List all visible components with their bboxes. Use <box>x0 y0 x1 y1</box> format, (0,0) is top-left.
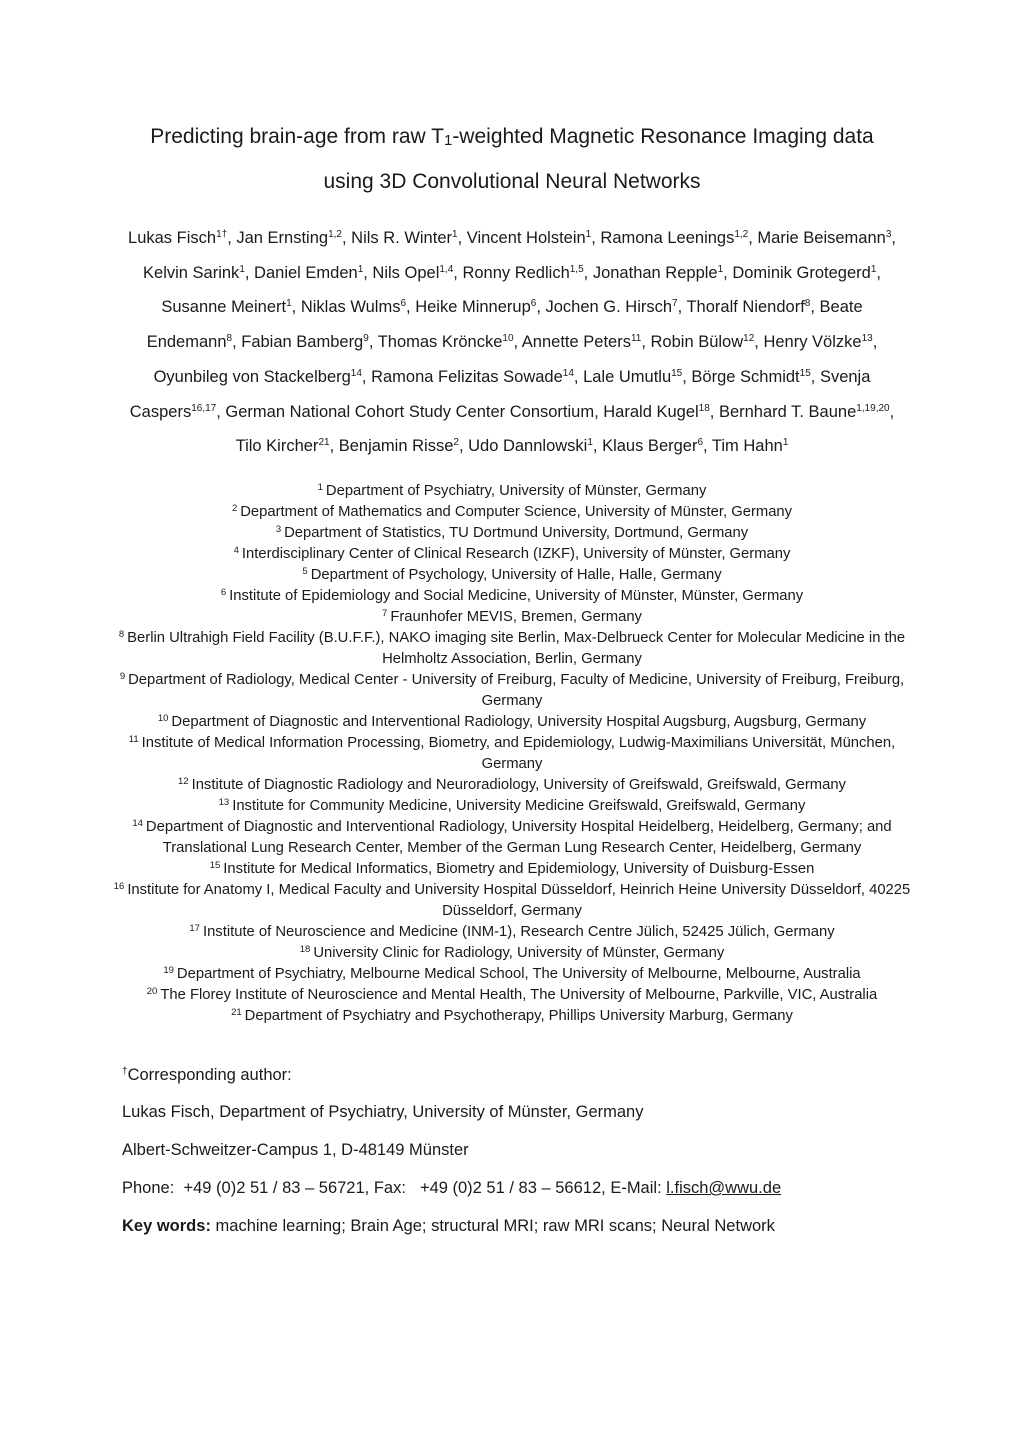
corresponding-heading-text: Corresponding author: <box>127 1066 292 1084</box>
affiliation-text: Fraunhofer MEVIS, Bremen, Germany <box>390 609 642 625</box>
affiliation-item <box>110 985 914 1006</box>
author-affiliation-marker: 14 <box>350 367 362 379</box>
affiliation-text: Department of Diagnostic and Interventional Radiology, University Hospital Augsburg, Augsburg, Germany <box>171 714 867 730</box>
affiliation-number: 15 <box>209 860 221 871</box>
affiliation-item <box>110 670 914 712</box>
author-affiliation-marker: 7 <box>672 298 678 310</box>
author-name: Kelvin Sarink <box>143 263 240 282</box>
author-name: Fabian Bamberg <box>241 333 364 352</box>
author-name: Annette Peters <box>521 333 631 352</box>
author-name: Tilo Kircher <box>235 437 319 456</box>
author-name: German National Cohort Study Center Consortium <box>225 402 595 421</box>
author-affiliation-marker: 1 <box>239 263 245 275</box>
author-affiliation-marker: 1 <box>782 437 789 449</box>
author-affiliation-marker: 8 <box>226 333 233 345</box>
author-affiliation-marker: 1 <box>452 229 458 240</box>
affiliation-text: Department of Statistics, TU Dortmund University, Dortmund, Germany <box>284 525 749 541</box>
affiliation-number: 3 <box>275 524 282 535</box>
author-name: Nils R. Winter <box>351 229 452 247</box>
author-affiliation-marker: 1,2 <box>328 229 342 240</box>
affiliation-item <box>110 964 914 985</box>
author-affiliation-marker: 1† <box>216 229 228 240</box>
affiliation-text: Department of Diagnostic and Interventional Radiology, University Hospital Heidelberg, Heidelberg, Germany; and Translational Lung Research Center, Member of the German Lung Research Center, Heidelberg, Germany <box>145 819 892 856</box>
affiliation-item <box>110 712 914 733</box>
corresponding-author-address: Albert-Schweitzer-Campus 1, D-48149 Münster <box>122 1141 469 1159</box>
affiliation-number: 4 <box>233 545 239 556</box>
keywords-text: machine learning; Brain Age; structural MRI; raw MRI scans; Neural Network <box>215 1217 775 1235</box>
affiliation-item <box>110 544 914 565</box>
author-name: Marie Beisemann <box>757 229 886 247</box>
affiliation-item <box>110 565 914 586</box>
affiliation-text: Berlin Ultrahigh Field Facility (B.U.F.F.), NAKO imaging site Berlin, Max-Delbrueck Center for Molecular Medicine in the Helmholtz Association, Berlin, Germany <box>127 630 906 667</box>
author-name: Tim Hahn <box>711 437 783 456</box>
affiliation-item <box>110 880 914 922</box>
email-label: E-Mail: <box>610 1179 662 1197</box>
affiliation-text: Institute of Neuroscience and Medicine (INM-1), Research Centre Jülich, 52425 Jülich, Germany <box>202 924 835 940</box>
author-name: Benjamin Risse <box>338 437 454 456</box>
author-affiliation-marker: 13 <box>861 333 873 345</box>
affiliation-text: Institute of Epidemiology and Social Medicine, University of Münster, Münster, Germany <box>229 588 804 604</box>
affiliation-item <box>110 628 914 670</box>
affiliation-list <box>110 481 914 1027</box>
author-name: Dominik Grotegerd <box>732 263 871 282</box>
affiliation-number: 18 <box>299 944 311 955</box>
phone-label: Phone: <box>122 1179 175 1197</box>
paper-title-line-1 <box>80 123 944 155</box>
corresponding-author-heading <box>122 1064 902 1086</box>
affiliation-item <box>110 733 914 775</box>
author-affiliation-marker: 1 <box>286 298 292 310</box>
author-affiliation-marker: 1 <box>870 263 877 275</box>
author-affiliation-marker: 8 <box>804 298 811 310</box>
author-name: Bernhard T. Baune <box>718 402 857 421</box>
affiliation-item <box>110 481 914 502</box>
affiliation-text: Institute for Medical Informatics, Biometry and Epidemiology, University of Duisburg-Essen <box>223 861 815 877</box>
affiliation-item <box>110 922 914 943</box>
author-affiliation-marker: 1,5 <box>569 263 584 275</box>
affiliation-text: Interdisciplinary Center of Clinical Research (IZKF), University of Münster, Germany <box>241 546 791 562</box>
author-name: Udo Dannlowski <box>468 437 588 456</box>
author-affiliation-marker: 10 <box>502 333 514 345</box>
author-name: Robin Bülow <box>650 333 744 352</box>
author-affiliation-marker: 12 <box>743 333 755 345</box>
author-affiliation-marker: 6 <box>530 298 537 310</box>
affiliation-number: 2 <box>231 503 238 514</box>
affiliation-item <box>110 586 914 607</box>
paper-title-line-2: using 3D Convolutional Neural Networks <box>323 170 701 193</box>
author-name: Svenja Caspers <box>129 367 871 421</box>
affiliation-number: 21 <box>231 1007 242 1018</box>
affiliation-number: 17 <box>189 923 200 934</box>
affiliation-number: 1 <box>317 482 323 493</box>
author-name: Heike Minnerup <box>415 298 531 317</box>
affiliation-text: Department of Psychiatry, University of Münster, Germany <box>325 483 707 499</box>
author-name: Beate Endemann <box>146 298 863 352</box>
author-affiliation-marker: 1,4 <box>439 263 454 275</box>
author-name: Jan Ernsting <box>236 229 329 247</box>
title-text-pre: Predicting brain-age from raw T <box>150 125 444 148</box>
author-name: Daniel Emden <box>254 263 358 282</box>
author-affiliation-marker: 2 <box>453 437 459 449</box>
author-name: Ramona Felizitas Sowade <box>371 367 563 386</box>
keywords-label: Key words: <box>122 1217 211 1235</box>
affiliation-text: Institute of Diagnostic Radiology and Neuroradiology, University of Greifswald, Greifswald, Germany <box>191 777 846 793</box>
author-affiliation-marker: 1 <box>587 437 593 449</box>
affiliation-text: University Clinic for Radiology, University of Münster, Germany <box>313 945 725 961</box>
affiliation-text: Department of Radiology, Medical Center - University of Freiburg, Faculty of Medicine, University of Freiburg, Freiburg, Germany <box>128 672 905 709</box>
author-name: Thomas Kröncke <box>377 333 503 352</box>
affiliation-number: 19 <box>163 965 174 976</box>
author-name: Niklas Wulms <box>300 298 401 317</box>
author-name: Lukas Fisch <box>128 229 217 247</box>
affiliation-item <box>110 1006 914 1027</box>
phone-number: +49 (0)2 51 / 83 – 56721, <box>183 1179 370 1197</box>
fax-number: +49 (0)2 51 / 83 – 56612, <box>419 1179 606 1197</box>
author-affiliation-marker: 3 <box>885 229 892 240</box>
affiliation-number: 7 <box>382 608 388 619</box>
affiliation-number: 5 <box>302 566 308 577</box>
author-name: Lale Umutlu <box>583 367 672 386</box>
author-name: Henry Völzke <box>763 333 862 352</box>
author-affiliation-marker: 9 <box>363 333 369 345</box>
author-name: Harald Kugel <box>603 402 699 421</box>
author-name: Börge Schmidt <box>691 367 800 386</box>
author-affiliation-marker: 11 <box>630 333 642 345</box>
author-affiliation-marker: 21 <box>318 437 330 449</box>
affiliation-number: 20 <box>146 986 158 997</box>
affiliation-number: 13 <box>218 797 230 808</box>
author-affiliation-marker: 6 <box>697 437 704 449</box>
author-name: Susanne Meinert <box>161 298 287 317</box>
author-affiliation-marker: 18 <box>698 402 710 414</box>
affiliation-number: 12 <box>178 776 189 787</box>
author-affiliation-marker: 1 <box>585 229 592 240</box>
author-affiliation-marker: 15 <box>799 367 811 379</box>
affiliation-text: Department of Mathematics and Computer Science, University of Münster, Germany <box>240 504 793 520</box>
corresponding-author-name: Lukas Fisch, Department of Psychiatry, University of Münster, Germany <box>122 1103 644 1121</box>
affiliation-number: 16 <box>113 881 125 892</box>
author-name: Thoralf Niendorf <box>686 298 805 317</box>
affiliation-text: Institute of Medical Information Processing, Biometry, and Epidemiology, Ludwig-Maximilians Universität, München, Germany <box>141 735 896 772</box>
email-link[interactable]: l.fisch@wwu.de <box>666 1179 782 1197</box>
affiliation-text: Institute for Anatomy I, Medical Faculty and University Hospital Düsseldorf, Heinrich Heine University Düsseldorf, 40225 Düsseldorf, Germany <box>127 882 911 919</box>
affiliation-item <box>110 859 914 880</box>
author-name: Ronny Redlich <box>462 263 570 282</box>
author-name: Oyunbileg von Stackelberg <box>153 367 351 386</box>
affiliation-number: 6 <box>220 587 227 598</box>
title-subscript: 1 <box>443 132 453 149</box>
affiliation-item <box>110 523 914 544</box>
author-affiliation-marker: 14 <box>562 367 574 379</box>
affiliation-text: Department of Psychiatry and Psychotherapy, Phillips University Marburg, Germany <box>244 1008 793 1024</box>
author-name: Jochen G. Hirsch <box>545 298 673 317</box>
fax-label: Fax: <box>373 1179 406 1197</box>
author-name: Klaus Berger <box>602 437 698 456</box>
affiliation-item <box>110 607 914 628</box>
affiliation-item <box>110 817 914 859</box>
author-name: Nils Opel <box>372 263 440 282</box>
author-affiliation-marker: 1,2 <box>734 229 749 240</box>
affiliation-item <box>110 775 914 796</box>
affiliation-item <box>110 943 914 964</box>
affiliation-item <box>110 796 914 817</box>
contact-line <box>122 1177 902 1199</box>
affiliation-text: Department of Psychiatry, Melbourne Medical School, The University of Melbourne, Melbourne, Australia <box>176 966 861 982</box>
author-affiliation-marker: 15 <box>671 367 683 379</box>
affiliation-number: 8 <box>118 629 125 640</box>
author-affiliation-marker: 6 <box>400 298 407 310</box>
affiliation-text: The Florey Institute of Neuroscience and Mental Health, The University of Melbourne, Parkville, VIC, Australia <box>160 987 878 1003</box>
title-text-post: -weighted Magnetic Resonance Imaging data <box>452 125 874 148</box>
affiliation-text: Department of Psychology, University of Halle, Halle, Germany <box>310 567 722 583</box>
affiliation-number: 11 <box>128 734 139 745</box>
affiliation-number: 14 <box>132 818 143 829</box>
author-affiliation-marker: 1,19,20 <box>856 402 890 414</box>
affiliation-text: Institute for Community Medicine, University Medicine Greifswald, Greifswald, Germany <box>232 798 806 814</box>
author-name: Vincent Holstein <box>466 229 586 247</box>
affiliation-number: 9 <box>119 671 126 682</box>
author-affiliation-marker: 1 <box>717 263 724 275</box>
affiliation-item <box>110 502 914 523</box>
author-name: Ramona Leenings <box>600 229 735 247</box>
author-affiliation-marker: 1 <box>357 263 364 275</box>
keywords-line <box>122 1215 902 1237</box>
author-affiliation-marker: 16,17 <box>191 402 217 414</box>
dagger-marker: † <box>122 1066 128 1077</box>
author-list: Lukas Fisch$^{1\dagger}$, Jan Ernsting$^{1,2}$, Nils R. Winter$^1$, Vincent Holstein$^1$, Ramona Leenings$^{1,2}$, Marie Beisemann$^3$, Kelvin Sarink$^1$, Daniel Emden$^1$, Nils Opel$^{1,4}$, Ronny Redlich$^{1,5}$, Jonathan Repple$^1$, Dominik Grotegerd$^1$, Susanne Meinert$^1$, Niklas Wulms$^6$, Heike Minnerup$^6$, Jochen G. Hirsch$^7$, Thoralf Niendorf$^8$, Beate Endemann$^8$, Fabian Bamberg$^9$, Thomas Kröncke$^{10}$, Annette Peters$^{11}$, Robin Bülow$^{12}$, Henry Völzke$^{13}$, Oyunbileg von Stackelberg$^{14}$, Ramona Felizitas Sowade$^{14}$, Lale Umutlu$^{15}$, Börge Schmidt$^{15}$, Svenja Caspers$^{16,17}$, German National Cohort Study Center Consortium, Harald Kugel$^{18}$, Bernhard T. Baune$^{1,19,20}$, Tilo Kircher$^{21}$, Benjamin Risse$^2$, Udo Dannlowski$^1$, Klaus Berger$^6$, Tim Hahn$^1$ <box>128 229 896 456</box>
affiliation-number: 10 <box>157 713 169 724</box>
author-name: Jonathan Repple <box>592 263 718 282</box>
